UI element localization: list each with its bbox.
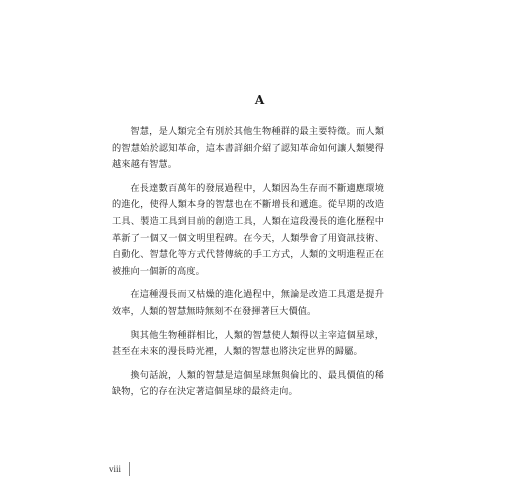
paragraph: 在長達數百萬年的發展過程中，人類因為生存而不斷適應環境的進化，使得人類本身的智慧也在不斷增長和遞進。從早期的改造工具、製造工具到目前的創造工具，人類在這段漫長的進化歷程中革新了一個又一個文明里程碑。在今天，人類學會了用資訊技術、自動化、智慧化等方式代替傳統的手工方式，人類的文明進程正在被推向一個新的高度。 bbox=[112, 182, 384, 277]
paragraph: 換句話說，人類的智慧是這個星球無與倫比的、最具價值的稀缺物，它的存在決定著這個星球的最終走向。 bbox=[112, 369, 384, 398]
body-text bbox=[112, 124, 384, 408]
page-footer bbox=[109, 462, 130, 476]
page-heading: A bbox=[254, 93, 266, 107]
page-number: viii bbox=[109, 464, 122, 474]
paragraph: 與其他生物種群相比，人類的智慧使人類得以主宰這個星球，甚至在未來的漫長時光裡，人類的智慧也將決定世界的歸屬。 bbox=[112, 329, 384, 358]
footer-divider bbox=[129, 462, 130, 476]
paragraph: 智慧，是人類完全有別於其他生物種群的最主要特徵。而人類的智慧始於認知革命，這本書詳細介紹了認知革命如何讓人類變得越來越有智慧。 bbox=[112, 126, 384, 171]
paragraph: 在這種漫長而又枯燥的進化過程中，無論是改造工具還是提升效率，人類的智慧無時無刻不在發揮著巨大價值。 bbox=[112, 289, 384, 317]
